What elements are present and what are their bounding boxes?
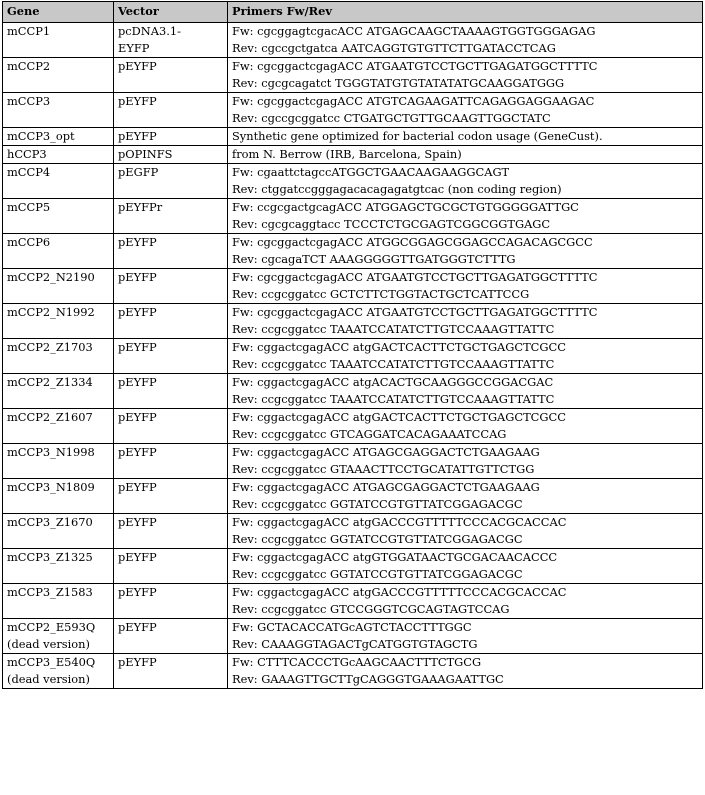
gene-line: mCCP2_E593Q — [7, 620, 96, 634]
vector-cell — [114, 146, 228, 164]
primers-cell — [228, 146, 703, 164]
vector-line: pEYFP — [118, 235, 157, 249]
gene-cell — [3, 514, 114, 549]
gene-cell — [3, 199, 114, 234]
vector-cell — [114, 479, 228, 514]
vector-cell — [114, 339, 228, 374]
gene-line: mCCP1 — [7, 24, 51, 38]
vector-line: pEYFP — [118, 94, 157, 108]
header-vector: Vector — [114, 2, 228, 23]
gene-cell — [3, 58, 114, 93]
vector-cell — [114, 269, 228, 304]
vector-line: pEYFP — [118, 129, 157, 143]
primers-line: Rev: CAAAGGTAGACTgCATGGTGTAGCTG — [232, 637, 478, 651]
primers-line: Rev: ctggatccgggagacacagagatgtcac (non coding region) — [232, 182, 562, 196]
vector-cell — [114, 654, 228, 689]
primers-line: Rev: ccgcggatcc TAAATCCATATCTTGTCCAAAGTTATTC — [232, 392, 555, 406]
primers-cell — [228, 23, 703, 58]
primers-line: Fw: cgcggactcgagACC ATGGCGGAGCGGAGCCAGACAGCGCC — [232, 235, 593, 249]
vector-cell — [114, 514, 228, 549]
gene-cell — [3, 584, 114, 619]
gene-line: mCCP2_N1992 — [7, 305, 95, 319]
primers-cell — [228, 654, 703, 689]
gene-cell — [3, 93, 114, 128]
table-row — [3, 654, 703, 689]
primers-cell — [228, 304, 703, 339]
primers-line: Fw: cgaattctagccATGGCTGAACAAGAAGGCAGT — [232, 165, 510, 179]
vector-cell — [114, 584, 228, 619]
primers-cell — [228, 409, 703, 444]
primers-cell — [228, 234, 703, 269]
primers-line: Fw: CTTTCACCCTGcAAGCAACTTTCTGCG — [232, 655, 482, 669]
gene-cell — [3, 654, 114, 689]
vector-cell — [114, 619, 228, 654]
table-row — [3, 304, 703, 339]
gene-cell — [3, 374, 114, 409]
primers-cell — [228, 549, 703, 584]
primers-cell — [228, 339, 703, 374]
gene-line: mCCP3_N1998 — [7, 445, 95, 459]
primers-line: Fw: cgcggactcgagACC ATGAATGTCCTGCTTGAGATGGCTTTTC — [232, 270, 598, 284]
primers-line: Fw: cggactcgagACC atgGTGGATAACTGCGACAACACCC — [232, 550, 558, 564]
header-row — [3, 2, 703, 23]
gene-cell — [3, 549, 114, 584]
vector-line: pEYFP — [118, 515, 157, 529]
vector-cell — [114, 93, 228, 128]
gene-line: mCCP2_Z1607 — [7, 410, 93, 424]
primers-line: Rev: ccgcggatcc GGTATCCGTGTTATCGGAGACGC — [232, 532, 523, 546]
gene-cell — [3, 234, 114, 269]
gene-line: mCCP4 — [7, 165, 51, 179]
primers-cell — [228, 479, 703, 514]
gene-cell — [3, 479, 114, 514]
table-row — [3, 23, 703, 58]
vector-line: pEYFP — [118, 59, 157, 73]
table-row — [3, 339, 703, 374]
primers-line: Fw: cggactcgagACC atgGACCCGTTTTTCCCACGCACCAC — [232, 515, 567, 529]
vector-line: pEYFP — [118, 410, 157, 424]
primers-line: Rev: ccgcggatcc GTAAACTTCCTGCATATTGTTCTGG — [232, 462, 535, 476]
gene-cell — [3, 164, 114, 199]
primers-line: Fw: cggactcgagACC ATGAGCGAGGACTCTGAAGAAG — [232, 480, 540, 494]
vector-cell — [114, 374, 228, 409]
table-row — [3, 479, 703, 514]
primers-line: from N. Berrow (IRB, Barcelona, Spain) — [232, 147, 462, 161]
primers-line: Fw: cggactcgagACC atgACACTGCAAGGGCCGGACGAC — [232, 375, 554, 389]
primers-line: Fw: cggactcgagACC atgGACTCACTTCTGCTGAGCTCGCC — [232, 340, 566, 354]
primers-line: Rev: cgcgcaggtacc TCCCTCTGCGAGTCGGCGGTGAGC — [232, 217, 551, 231]
primers-line: Fw: GCTACACCATGcAGTCTACCTTTGGC — [232, 620, 472, 634]
primers-line: Rev: ccgcggatcc GCTCTTCTGGTACTGCTCATTCCG — [232, 287, 530, 301]
primers-line: Rev: ccgcggatcc GTCAGGATCACAGAAATCCAG — [232, 427, 507, 441]
gene-line: mCCP3 — [7, 94, 51, 108]
gene-cell — [3, 23, 114, 58]
vector-cell — [114, 409, 228, 444]
gene-line: mCCP3_Z1670 — [7, 515, 93, 529]
primers-line: Fw: cgcggactcgagACC ATGAATGTCCTGCTTGAGATGGCTTTTC — [232, 305, 598, 319]
vector-line: pEYFP — [118, 445, 157, 459]
primers-line: Rev: cgccgcggatcc CTGATGCTGTTGCAAGTTGGCTATC — [232, 111, 551, 125]
header-primers: Primers Fw/Rev — [228, 2, 703, 23]
vector-cell — [114, 234, 228, 269]
table-row — [3, 93, 703, 128]
vector-line: pEYFP — [118, 550, 157, 564]
table-row — [3, 146, 703, 164]
gene-line: mCCP3_N1809 — [7, 480, 95, 494]
primers-cell — [228, 444, 703, 479]
vector-line: pcDNA3.1- — [118, 24, 181, 38]
primers-cell — [228, 93, 703, 128]
vector-cell — [114, 444, 228, 479]
vector-line: pEGFP — [118, 165, 159, 179]
gene-line: (dead version) — [7, 637, 90, 651]
vector-line: pEYFPr — [118, 200, 163, 214]
primers-cell — [228, 58, 703, 93]
table-row — [3, 584, 703, 619]
vector-line: pEYFP — [118, 375, 157, 389]
primers-line: Rev: GAAAGTTGCTTgCAGGGTGAAAGAATTGC — [232, 672, 504, 686]
table-row — [3, 199, 703, 234]
gene-cell — [3, 269, 114, 304]
gene-line: hCCP3 — [7, 147, 47, 161]
primers-line: Rev: ccgcggatcc TAAATCCATATCTTGTCCAAAGTTATTC — [232, 357, 555, 371]
primers-line: Rev: cgcgcagatct TGGGTATGTGTATATATGCAAGGATGGG — [232, 76, 565, 90]
primers-line: Rev: cgcagaTCT AAAGGGGGTTGATGGGTCTTTG — [232, 252, 516, 266]
primers-line: Rev: ccgcggatcc TAAATCCATATCTTGTCCAAAGTTATTC — [232, 322, 555, 336]
vector-line: pEYFP — [118, 270, 157, 284]
gene-cell — [3, 128, 114, 146]
vector-cell — [114, 58, 228, 93]
vector-line: pEYFP — [118, 655, 157, 669]
gene-line: mCCP3_opt — [7, 129, 75, 143]
primers-cell — [228, 164, 703, 199]
primers-line: Rev: cgccgctgatca AATCAGGTGTGTTCTTGATACCTCAG — [232, 41, 556, 55]
vector-line: EYFP — [118, 41, 150, 55]
table-row — [3, 269, 703, 304]
vector-cell — [114, 549, 228, 584]
table-row — [3, 549, 703, 584]
table-row — [3, 234, 703, 269]
primers-line: Fw: cgcggactcgagACC ATGAATGTCCTGCTTGAGATGGCTTTTC — [232, 59, 598, 73]
primers-cell — [228, 199, 703, 234]
primers-line: Fw: cggactcgagACC ATGAGCGAGGACTCTGAAGAAG — [232, 445, 540, 459]
vector-cell — [114, 304, 228, 339]
gene-cell — [3, 619, 114, 654]
gene-line: mCCP2 — [7, 59, 51, 73]
primers-line: Fw: ccgcgactgcagACC ATGGAGCTGCGCTGTGGGGGATTGC — [232, 200, 579, 214]
gene-line: (dead version) — [7, 672, 90, 686]
vector-cell — [114, 128, 228, 146]
primers-line: Synthetic gene optimized for bacterial codon usage (GeneCust). — [232, 129, 603, 143]
gene-line: mCCP2_Z1703 — [7, 340, 93, 354]
table-row — [3, 374, 703, 409]
primers-cell — [228, 128, 703, 146]
table-row — [3, 514, 703, 549]
gene-line: mCCP2_N2190 — [7, 270, 95, 284]
vector-line: pEYFP — [118, 480, 157, 494]
primers-line: Rev: ccgcggatcc GGTATCCGTGTTATCGGAGACGC — [232, 567, 523, 581]
vector-line: pOPINFS — [118, 147, 173, 161]
gene-line: mCCP2_Z1334 — [7, 375, 93, 389]
primers-cell — [228, 269, 703, 304]
table-row — [3, 164, 703, 199]
vector-line: pEYFP — [118, 340, 157, 354]
primers-line: Rev: ccgcggatcc GTCCGGGTCGCAGTAGTCCAG — [232, 602, 510, 616]
primers-line: Rev: ccgcggatcc GGTATCCGTGTTATCGGAGACGC — [232, 497, 523, 511]
table-row — [3, 409, 703, 444]
primer-table — [2, 1, 703, 689]
table-row — [3, 619, 703, 654]
primers-cell — [228, 584, 703, 619]
vector-line: pEYFP — [118, 585, 157, 599]
gene-cell — [3, 339, 114, 374]
gene-line: mCCP3_E540Q — [7, 655, 96, 669]
primers-line: Fw: cgcggactcgagACC ATGTCAGAAGATTCAGAGGAGGAAGAC — [232, 94, 595, 108]
table-row — [3, 444, 703, 479]
gene-line: mCCP6 — [7, 235, 51, 249]
gene-line: mCCP3_Z1325 — [7, 550, 93, 564]
gene-line: mCCP3_Z1583 — [7, 585, 93, 599]
table-row — [3, 128, 703, 146]
vector-cell — [114, 199, 228, 234]
gene-cell — [3, 304, 114, 339]
table-row — [3, 58, 703, 93]
primers-cell — [228, 374, 703, 409]
header-gene: Gene — [3, 2, 114, 23]
vector-cell — [114, 23, 228, 58]
vector-line: pEYFP — [118, 305, 157, 319]
gene-cell — [3, 146, 114, 164]
primers-line: Fw: cggactcgagACC atgGACCCGTTTTTCCCACGCACCAC — [232, 585, 567, 599]
primers-cell — [228, 514, 703, 549]
gene-cell — [3, 409, 114, 444]
vector-cell — [114, 164, 228, 199]
vector-line: pEYFP — [118, 620, 157, 634]
primers-line: Fw: cggactcgagACC atgGACTCACTTCTGCTGAGCTCGCC — [232, 410, 566, 424]
gene-cell — [3, 444, 114, 479]
gene-line: mCCP5 — [7, 200, 51, 214]
primers-cell — [228, 619, 703, 654]
primers-line: Fw: cgcggagtcgacACC ATGAGCAAGCTAAAAGTGGTGGGAGAG — [232, 24, 596, 38]
